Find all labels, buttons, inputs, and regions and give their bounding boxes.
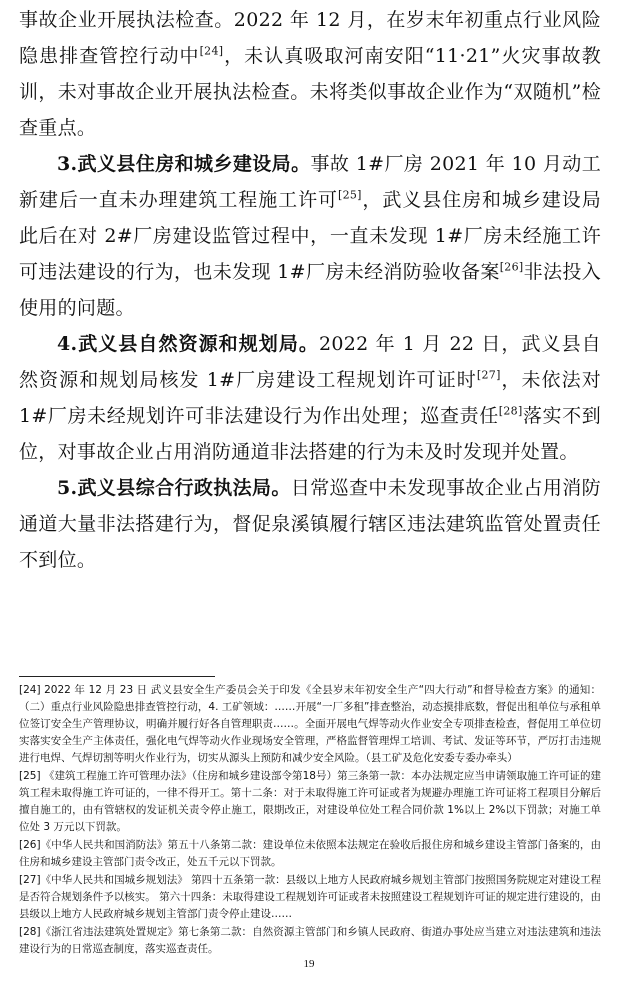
footnote-ref: [25] — [337, 188, 362, 202]
section-heading: 5.武义县综合行政执法局。 — [57, 477, 291, 499]
footnote-28: [28]《浙江省违法建筑处置规定》第七条第二款：自然资源主管部门和乡镇人民政府、街道办事处应当建立对违法建筑和违法建设行为的日常巡查制度，落实巡查责任。 — [19, 926, 601, 955]
paragraph-text: 事故企业开展执法检查。2022 年 12 月，在岁末年初重点行业风险隐患排查管控行动中 — [19, 9, 601, 67]
footnote-25: [25] 《建筑工程施工许可管理办法》（住房和城乡建设部令第18号）第三条第一款：本办法规定应当申请领取施工许可证的建筑工程未取得施工许可证的，一律不得开工。第十二条：对于未取得施工许可证或者为规避办理施工许可证将工程项目分解后擅自施工的，由有管辖权的发证机关责令停止施工，限期改正，对建设单位处工程合同价款 1%以上 2%以下罚款；对施工单位处 3 万元以下罚款。 — [19, 770, 601, 833]
footnote-ref: [24] — [199, 44, 224, 58]
main-text — [19, 2, 601, 578]
section-heading: 4.武义县自然资源和规划局。 — [57, 333, 319, 355]
section-heading: 3.武义县住房和城乡建设局。 — [57, 153, 311, 175]
footnote-24: [24] 2022 年 12 月 23 日 武义县安全生产委员会关于印发《全县岁末年初安全生产“四大行动”和督导检查方案》的通知：（二）重点行业风险隐患排查管控行动，4. 工矿领域：……开展“一厂多租”排查整治，动态摸排底数，督促出租单位与承租单位签订安全生产管理协议，明确并履行好各自管理职责……。全面开展电气焊等动火作业安全专项排查检查，督促用工单位切实落实安全生产主体责任，强化电气焊等动火作业现场安全管理，严格监督管理焊工培训、考试、发证等环节，严厉打击违规进行电焊、气焊切割等明火作业行为，切实从源头上预防和减少安全风险。（县工矿及危化安委专委办牵头） — [19, 684, 601, 764]
footnote-ref: [27] — [476, 368, 501, 382]
paragraph-1 — [19, 2, 601, 146]
page-number: 19 — [303, 958, 315, 970]
paragraph-housing-bureau — [19, 146, 601, 326]
footnote-ref: [28] — [498, 404, 523, 418]
paragraph-text: ，未依法对 1#厂房未经规划许可非法建设行为作出处理；巡查责任 — [19, 369, 601, 427]
paragraph-text: 日常巡查中未发现事故企业占用消防通道大量非法搭建行为，督促泉溪镇履行辖区违法建筑监管处置责任不到位。 — [19, 477, 601, 571]
footnote-27: [27]《中华人民共和国城乡规划法》 第四十五条第一款：县级以上地方人民政府城乡规划主管部门按照国务院规定对建设工程是否符合规划条件予以核实。 第六十四条：未取得建设工程规划许可证或者未按照建设工程规划许可证的规定进行建设的，由县级以上地方人民政府城乡规划主管部门责令停止建设…… — [19, 874, 601, 920]
paragraph-text: 非法投入使用的问题。 — [19, 261, 601, 319]
paragraph-enforcement-bureau — [19, 470, 601, 578]
paragraph-text: 2022 年 1 月 22 日，武义县自然资源和规划局核发 1#厂房建设工程规划许可证时 — [19, 333, 601, 391]
paragraph-text: ，武义县住房和城乡建设局此后在对 2#厂房建设监管过程中，一直未发现 1#厂房未经施工许可违法建设的行为，也未发现 1#厂房未经消防验收备案 — [19, 189, 601, 283]
paragraph-text: ，未认真吸取河南安阳“11·21”火灾事故教训，未对事故企业开展执法检查。未将类似事故企业作为“双随机”检查重点。 — [19, 45, 601, 139]
footnote-26: [26]《中华人民共和国消防法》第五十八条第二款：建设单位未依照本法规定在验收后报住房和城乡建设主管部门备案的，由住房和城乡建设主管部门责令改正，处五千元以下罚款。 — [19, 839, 601, 868]
paragraph-text: 事故 1#厂房 2021 年 10 月动工新建后一直未办理建筑工程施工许可 — [19, 153, 601, 211]
footnote-divider — [19, 676, 215, 677]
footnotes — [19, 682, 601, 959]
paragraph-resources-bureau — [19, 326, 601, 470]
paragraph-text: 落实不到位，对事故企业占用消防通道非法搭建的行为未及时发现并处置。 — [19, 405, 601, 463]
footnote-ref: [26] — [499, 260, 524, 274]
